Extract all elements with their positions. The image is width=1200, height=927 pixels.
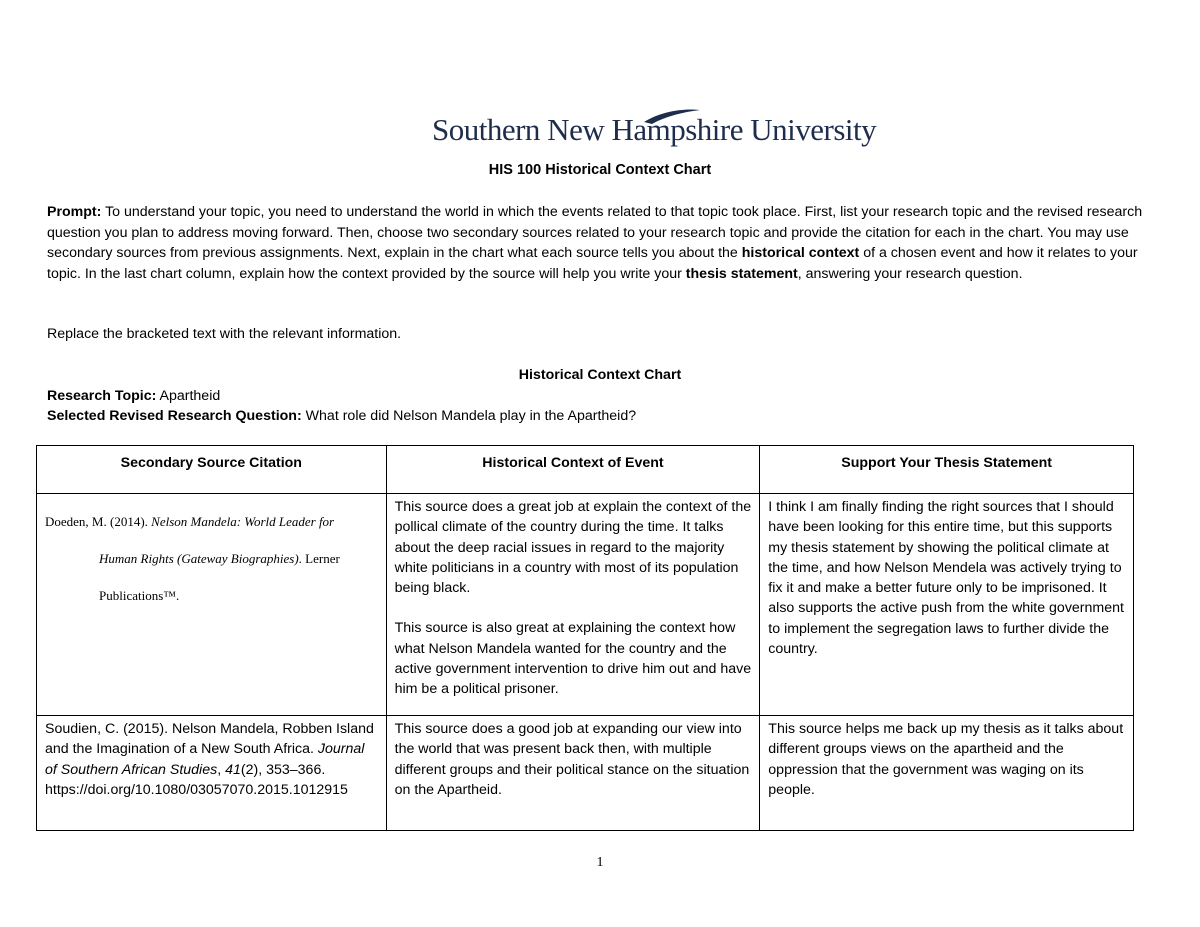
citation-volume: 41 <box>225 761 241 778</box>
thesis-cell <box>760 716 1134 831</box>
table-row <box>37 494 1134 716</box>
prompt-paragraph <box>47 202 1157 284</box>
citation-journal: Journal of Southern African Studies <box>45 741 365 778</box>
chart-heading: Historical Context Chart <box>518 367 682 383</box>
citation-title: Nelson Mandela: World Leader for <box>151 514 335 529</box>
page-number: 1 <box>596 855 604 870</box>
context-paragraph: This source does a good job at expanding our view into the world that was present back then, with multiple different groups and their political stance on the situation on the Apartheid. <box>394 721 750 798</box>
research-topic-value: Apartheid <box>156 388 221 404</box>
citation-author-title: Soudien, C. (2015). Nelson Mandela, Robben Island and the Imagination of a New South Africa. <box>45 721 374 758</box>
citation-line-1 <box>45 512 378 532</box>
thesis-paragraph: I think I am finally finding the right sources that I should have been looking for this entire time, but this supports my thesis statement by showing the political climate at the time, and how Nelson Mendela was actively trying to fix it and make a better future only to be imprisoned. It also supports the active push from the white government to implement the segregation laws to further divide the country. <box>768 499 1124 658</box>
citation-line-3: Publications™. <box>99 588 180 603</box>
research-question-line <box>47 408 636 424</box>
document-title: HIS 100 Historical Context Chart <box>488 162 712 178</box>
citation-cell <box>37 494 387 716</box>
historical-context-table <box>36 445 1134 831</box>
thesis-cell <box>760 494 1134 716</box>
table-row <box>37 716 1134 831</box>
context-paragraph-1: This source does a great job at explain the context of the pollical climate of the country during the time. It talks about the deep racial issues in regard to the majority white politicians in a country with most of its population being black. <box>394 499 752 597</box>
header-support-thesis: Support Your Thesis Statement <box>760 446 1134 494</box>
citation-author: Doeden, M. (2014). <box>45 514 152 529</box>
research-topic-line <box>47 388 220 404</box>
prompt-label: Prompt: <box>47 204 102 220</box>
research-topic-label: Research Topic: <box>47 388 157 404</box>
university-logo <box>432 108 877 152</box>
instruction-text: Replace the bracketed text with the relevant information. <box>47 326 402 342</box>
context-paragraph-2: This source is also great at explaining the context how what Nelson Mandela wanted for the country and the active government intervention to drive him out and have him be a political prisoner. <box>394 620 752 698</box>
citation-issue-doi: (2), 353–366. https://doi.org/10.1080/03057070.2015.1012915 <box>45 761 348 798</box>
context-cell <box>386 716 760 831</box>
header-historical-context: Historical Context of Event <box>386 446 760 494</box>
header-secondary-source-citation: Secondary Source Citation <box>37 446 387 494</box>
prompt-text-2: of a chosen event and how it relates to your topic. In the last chart column, explain how the context provided by the source will help you write your <box>47 245 1138 282</box>
prompt-text-1: To understand your topic, you need to understand the world in which the events related to that topic took place. First, list your research topic and the revised research question you plan to address moving forward. Then, choose two secondary sources related to your research topic and provide the citation for each in the chart. You may use secondary sources from previous assignments. Next, explain in the chart what each source tells you about the <box>47 204 1143 262</box>
citation-cell <box>37 716 387 831</box>
research-question-value: What role did Nelson Mandela play in the Apartheid? <box>301 408 637 424</box>
citation-line-2 <box>45 549 378 569</box>
research-question-label: Selected Revised Research Question: <box>47 408 302 424</box>
prompt-bold-historical-context: historical context <box>741 245 860 262</box>
logo-text: Southern New Hampshire University <box>432 112 877 147</box>
table-header-row <box>37 446 1134 494</box>
citation-title-cont: Human Rights (Gateway Biographies) <box>99 551 299 566</box>
citation-publisher: . Lerner <box>298 551 340 566</box>
prompt-bold-thesis-statement: thesis statement <box>685 265 798 282</box>
prompt-text-3: , answering your research question. <box>797 265 1023 282</box>
citation-separator: , <box>217 761 226 778</box>
context-cell <box>386 494 760 716</box>
thesis-paragraph: This source helps me back up my thesis as it talks about different groups views on the apartheid and the oppression that the government was waging on its people. <box>768 721 1124 798</box>
